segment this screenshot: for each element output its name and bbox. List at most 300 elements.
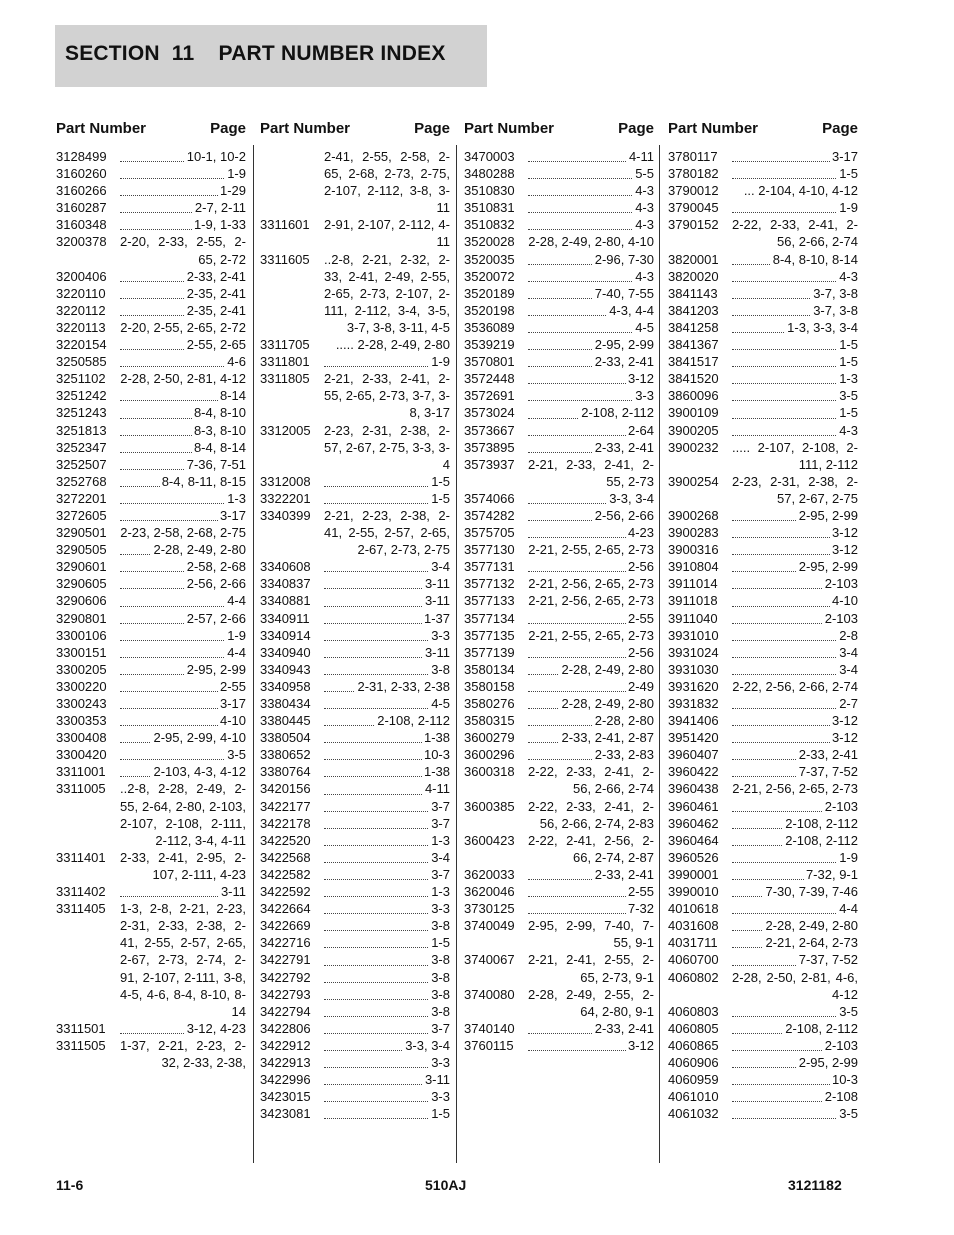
page-references	[528, 610, 654, 627]
part-number: 3577135	[464, 627, 515, 643]
page-reference-value: 3-11	[424, 576, 450, 592]
index-entry	[668, 558, 858, 575]
part-number: 3340399	[260, 507, 311, 523]
page-reference-value: 2-7	[839, 696, 858, 711]
part-number: 3960438	[668, 781, 719, 797]
page-references: 2-20, 2-55, 2-65, 2-72	[120, 319, 246, 335]
page-references	[324, 592, 450, 609]
page-reference-value: 1-3	[839, 371, 858, 387]
part-number: 3160287	[56, 200, 107, 216]
page-references: 2-33, 2-41, 2-95, 2-107, 2-111, 4-23	[120, 849, 246, 882]
part-number: 3941406	[668, 713, 719, 729]
page-reference-value: 4-3	[635, 183, 654, 199]
page-reference-value: 3-4	[839, 661, 858, 677]
index-entry	[260, 251, 450, 336]
part-number: 3900205	[668, 422, 719, 438]
part-number: 3573937	[464, 456, 515, 472]
page-reference-value: 1-37	[423, 610, 450, 626]
footer-page-number: 11-6	[56, 1177, 84, 1193]
page-references	[528, 353, 654, 370]
part-number: 3422794	[260, 1003, 311, 1019]
index-entry	[464, 199, 654, 216]
page-reference-value: 1-9	[227, 166, 246, 182]
page-reference-value: 3-5	[839, 1003, 858, 1019]
index-entry	[260, 336, 450, 353]
index-entry	[260, 969, 450, 986]
part-number: 3760115	[464, 1037, 514, 1053]
part-number: 3573895	[464, 439, 515, 455]
page-reference-value: 3-17	[831, 149, 858, 164]
page-references	[732, 541, 858, 558]
page-reference-value: 3-12	[831, 542, 858, 558]
index-entries	[56, 148, 246, 1071]
index-entry	[668, 1088, 858, 1105]
index-entry	[668, 387, 858, 404]
index-entry	[260, 1071, 450, 1088]
page-references	[732, 1088, 858, 1105]
index-entry	[668, 832, 858, 849]
index-entry	[260, 883, 450, 900]
page-references	[732, 199, 858, 216]
index-entry	[464, 798, 654, 832]
page-reference-value: 2-55, 2-65	[186, 337, 246, 353]
index-entry	[668, 148, 858, 165]
index-entry	[464, 439, 654, 456]
page-references	[324, 1071, 450, 1088]
part-number: 3520072	[464, 268, 515, 284]
page-references	[324, 969, 450, 986]
part-number: 3422664	[260, 901, 311, 917]
index-entry	[260, 798, 450, 815]
index-entry	[56, 473, 246, 490]
part-number: 3577132	[464, 576, 515, 592]
index-entry	[668, 524, 858, 541]
page-references	[732, 148, 858, 165]
page-references	[528, 404, 654, 421]
page-references	[528, 678, 654, 695]
part-number: 3841258	[668, 319, 719, 335]
part-number: 3960464	[668, 832, 719, 848]
page-reference-value: 3-5	[839, 1106, 858, 1122]
index-entry	[668, 216, 858, 250]
part-number: 3740140	[464, 1020, 515, 1036]
index-entry	[464, 404, 654, 421]
page-reference-value: 3-11	[220, 884, 246, 900]
index-entry	[464, 883, 654, 900]
part-number: 3272201	[56, 490, 107, 506]
index-entry	[464, 285, 654, 302]
footer-model: 510AJ	[425, 1177, 467, 1193]
index-entry	[668, 353, 858, 370]
page-references	[120, 541, 246, 558]
page-reference-value: 7-37, 7-52	[798, 952, 858, 968]
page-references	[324, 866, 450, 883]
page-references	[324, 849, 450, 866]
page-reference-value: 2-108, 2-112	[377, 713, 450, 729]
part-number: 3422177	[260, 798, 311, 814]
page-references	[732, 900, 858, 917]
page-references	[732, 165, 858, 182]
part-number: 3572448	[464, 371, 515, 387]
page-references	[528, 900, 654, 917]
index-entry	[668, 815, 858, 832]
part-number: 3422592	[260, 884, 311, 900]
page-references	[324, 644, 450, 661]
part-number: 3290606	[56, 593, 107, 609]
page-references	[732, 798, 858, 815]
part-number: 3300151	[56, 644, 107, 660]
index-entries	[260, 148, 450, 1122]
page-references	[528, 883, 654, 900]
page-reference-value: 2-57, 2-66	[186, 610, 246, 626]
page-reference-value: 3-3	[431, 627, 450, 643]
part-number: 3577134	[464, 610, 515, 626]
page-references	[732, 627, 858, 644]
page-references: 2-22, 2-33, 2-41, 2-56, 2-66, 2-74, 2-83	[528, 798, 654, 831]
page-references	[528, 695, 654, 712]
page-reference-value: 3-3	[431, 1089, 450, 1105]
part-number: 4061032	[668, 1106, 719, 1122]
part-number: 3990010	[668, 884, 719, 900]
page-reference-value: 4-3	[839, 268, 858, 284]
index-entry	[464, 678, 654, 695]
part-number: 3790152	[668, 217, 719, 233]
part-number: 3422178	[260, 815, 311, 831]
page-references	[120, 507, 246, 524]
part-number: 4060865	[668, 1037, 719, 1053]
part-number: 3422996	[260, 1072, 311, 1088]
index-entry	[464, 233, 654, 250]
page-reference-value: 10-1, 10-2	[186, 149, 246, 164]
index-entry	[464, 387, 654, 404]
page-reference-value: 2-8	[839, 627, 858, 643]
page-references	[120, 592, 246, 609]
page-references	[732, 1105, 858, 1122]
page-reference-value: 1-9	[431, 354, 450, 370]
index-entry	[260, 490, 450, 507]
index-entry	[56, 524, 246, 541]
page-references: 2-28, 2-50, 2-81, 4-6, 4-12	[732, 969, 858, 1002]
index-entry	[260, 780, 450, 797]
part-number: 3470003	[464, 149, 515, 164]
index-entry	[464, 268, 654, 285]
index-entry	[56, 1037, 246, 1071]
index-entry	[56, 268, 246, 285]
part-number: 3340958	[260, 678, 311, 694]
part-number: 3730125	[464, 901, 515, 917]
part-number: 3600296	[464, 747, 515, 763]
page-reference-value: 3-17	[219, 696, 246, 711]
index-entry	[668, 644, 858, 661]
part-number: 3422792	[260, 969, 311, 985]
part-number: 3841517	[668, 354, 719, 370]
page-references	[528, 1037, 654, 1054]
index-entry	[668, 1071, 858, 1088]
page-reference-value: 8-4, 8-10	[193, 405, 246, 421]
page-references	[324, 661, 450, 678]
index-entry	[464, 951, 654, 985]
index-entry	[668, 934, 858, 951]
part-number: 3911040	[668, 610, 718, 626]
index-entry	[464, 1020, 654, 1037]
part-number: 3570801	[464, 354, 515, 370]
page-reference-value: 1-5	[431, 473, 450, 489]
page-reference-value: 2-33, 2-41	[798, 747, 858, 763]
page-references	[528, 524, 654, 541]
page-references	[732, 729, 858, 746]
index-entry	[56, 199, 246, 216]
index-entry	[464, 216, 654, 233]
page-references	[120, 285, 246, 302]
part-number: 3160348	[56, 217, 107, 233]
part-number: 3422806	[260, 1020, 311, 1036]
part-number	[260, 148, 324, 216]
part-number: 3577130	[464, 542, 515, 558]
part-number: 3380434	[260, 696, 311, 711]
index-column-3	[464, 118, 654, 1054]
page-reference-value: 4-5	[431, 696, 450, 711]
index-entry	[56, 678, 246, 695]
part-number: 4010618	[668, 901, 719, 917]
part-number: 3220113	[56, 319, 106, 335]
page-references	[324, 883, 450, 900]
page-reference-value: 8-4, 8-10, 8-14	[772, 251, 858, 267]
page-reference-value: 3-7, 3-8	[813, 285, 858, 301]
part-number: 3251242	[56, 388, 107, 404]
index-entry	[464, 763, 654, 797]
page-reference-value: 2-58, 2-68	[186, 559, 246, 575]
page-reference-value: 2-56, 2-66	[186, 576, 246, 592]
page-reference-value: 7-36, 7-51	[186, 456, 246, 472]
part-number: 3311405	[56, 901, 106, 917]
page-references	[324, 627, 450, 644]
page-reference-value: 3-7	[431, 798, 450, 814]
page-references: 2-28, 2-49, 2-55, 2-64, 2-80, 9-1	[528, 986, 654, 1019]
part-number: 4060805	[668, 1020, 719, 1036]
part-number: 3300420	[56, 747, 107, 763]
page-reference-value: 1-5	[839, 405, 858, 421]
index-entry	[668, 729, 858, 746]
page-references	[732, 951, 858, 968]
page-references	[732, 302, 858, 319]
page-reference-value: 2-49	[627, 678, 654, 694]
index-entry	[464, 558, 654, 575]
index-entry	[464, 422, 654, 439]
page-references: 2-41, 2-55, 2-58, 2-65, 2-68, 2-73, 2-75, 2-107, 2-112, 3-8, 3-11	[324, 149, 450, 216]
page-references	[528, 182, 654, 199]
part-number: 3480288	[464, 166, 515, 182]
part-number: 3422568	[260, 849, 311, 865]
page-reference-value: 2-33, 2-41	[594, 439, 654, 455]
page-references	[528, 148, 654, 165]
part-number: 3911014	[668, 576, 718, 592]
index-entry	[668, 251, 858, 268]
page-references	[324, 917, 450, 934]
page-references	[324, 1020, 450, 1037]
page-references	[120, 387, 246, 404]
page-references	[732, 285, 858, 302]
page-reference-value: 2-35, 2-41	[186, 285, 246, 301]
page-reference-value: 1-5	[839, 337, 858, 353]
page-references	[528, 507, 654, 524]
part-number: 3200406	[56, 268, 107, 284]
page-reference-value: 2-95, 2-99	[594, 337, 654, 353]
index-entry	[260, 575, 450, 592]
page-references	[120, 678, 246, 695]
page-heading: Page	[618, 120, 654, 137]
page-reference-value: 4-3	[635, 200, 654, 216]
index-entry	[260, 1105, 450, 1122]
page-references	[120, 729, 246, 746]
page-references: 2-22, 2-56, 2-66, 2-74	[732, 678, 858, 694]
part-number: 3990001	[668, 866, 719, 882]
column-divider	[253, 145, 254, 1163]
page-reference-value: 3-12	[627, 371, 654, 387]
page-reference-value: 1-3	[431, 884, 450, 900]
page-reference-value: 3-7	[431, 815, 450, 831]
index-entry	[464, 610, 654, 627]
page-references	[732, 610, 858, 627]
index-entry	[464, 712, 654, 729]
page-reference-value: 4-11	[628, 149, 654, 164]
index-entry	[464, 1037, 654, 1054]
page-references	[120, 165, 246, 182]
page-reference-value: 2-55	[219, 678, 246, 694]
part-number: 3900232	[668, 439, 719, 455]
index-entry	[56, 661, 246, 678]
page-references: ..2-8, 2-28, 2-49, 2-55, 2-64, 2-80, 2-103, 2-107, 2-108, 2-111, 2-112, 3-4, 4-11	[120, 781, 246, 848]
page-references	[324, 1088, 450, 1105]
part-number: 3536089	[464, 319, 515, 335]
page-reference-value: 3-3, 3-4	[609, 490, 654, 506]
part-number: 3520035	[464, 251, 515, 267]
part-number: 3290501	[56, 525, 107, 541]
part-number: 3960422	[668, 764, 719, 780]
page-references	[528, 729, 654, 746]
page-reference-value: 3-17	[219, 507, 246, 523]
index-entry	[56, 746, 246, 763]
page-reference-value: 1-5	[431, 1106, 450, 1122]
part-number: 4031711	[668, 935, 718, 951]
page-references	[324, 780, 450, 797]
index-entry	[260, 1088, 450, 1105]
page-references: 2-21, 2-33, 2-41, 2-55, 2-73	[528, 456, 654, 489]
part-number: 3200378	[56, 234, 107, 250]
page-references	[528, 644, 654, 661]
part-number: 3340837	[260, 576, 311, 592]
page-references	[120, 473, 246, 490]
page-references	[120, 302, 246, 319]
page-reference-value: 8-14	[219, 388, 246, 404]
index-entry	[56, 216, 246, 233]
index-entry	[464, 148, 654, 165]
page-references: 2-22, 2-33, 2-41, 2-56, 2-66, 2-74	[528, 764, 654, 797]
page-reference-value: 3-4	[431, 559, 450, 575]
page-references	[324, 1037, 450, 1054]
index-entry	[464, 866, 654, 883]
index-entry	[464, 986, 654, 1020]
index-entry	[260, 627, 450, 644]
page-references	[528, 370, 654, 387]
index-entry	[56, 422, 246, 439]
page-reference-value: 10-3	[423, 747, 450, 763]
page-reference-value: 2-33, 2-41	[186, 268, 246, 284]
page-reference-value: 2-28, 2-49, 2-80	[153, 542, 246, 558]
page-references: 2-21, 2-56, 2-65, 2-73	[528, 576, 654, 592]
page-reference-value: 3-12	[831, 713, 858, 729]
part-number: 3740080	[464, 986, 515, 1002]
page-references	[324, 575, 450, 592]
page-references: 2-28, 2-50, 2-81, 4-12	[120, 371, 246, 387]
part-number: 3311501	[56, 1020, 106, 1036]
page-references	[324, 729, 450, 746]
page-references	[324, 986, 450, 1003]
page-reference-value: 3-11	[424, 1072, 450, 1088]
part-number: 3780117	[668, 149, 718, 164]
page-reference-value: 2-96, 7-30	[594, 251, 654, 267]
index-entry	[260, 353, 450, 370]
page-references	[120, 456, 246, 473]
part-number: 3620033	[464, 866, 515, 882]
page-references	[732, 815, 858, 832]
index-entry	[56, 1020, 246, 1037]
page-reference-value: 3-7	[431, 866, 450, 882]
page-reference-value: 4-6	[227, 354, 246, 370]
part-number: 4060700	[668, 952, 719, 968]
page-references	[120, 439, 246, 456]
page-references: ..... 2-107, 2-108, 2-111, 2-112	[732, 439, 858, 472]
index-entry	[260, 746, 450, 763]
page-references	[324, 798, 450, 815]
page-references	[324, 678, 450, 695]
page-references	[120, 422, 246, 439]
part-number: 3900254	[668, 473, 719, 489]
page-reference-value: 3-7	[431, 1020, 450, 1036]
part-number: 3251813	[56, 422, 107, 438]
page-reference-value: 1-29	[219, 183, 246, 199]
page-reference-value: 1-9, 1-33	[193, 217, 246, 233]
part-number: 3422716	[260, 935, 311, 951]
page-references	[120, 695, 246, 712]
page-references	[732, 832, 858, 849]
part-number: 3600279	[464, 730, 515, 746]
page-reference-value: 2-103	[824, 1037, 858, 1053]
page-references	[528, 746, 654, 763]
page-reference-value: 2-31, 2-33, 2-38	[357, 678, 450, 694]
page-reference-value: 3-12, 4-23	[186, 1020, 246, 1036]
page-reference-value: 3-7, 3-8	[813, 302, 858, 318]
page-references	[732, 695, 858, 712]
index-entry	[260, 592, 450, 609]
index-entry	[668, 302, 858, 319]
part-number: 3740049	[464, 918, 515, 934]
part-number: 3577139	[464, 644, 515, 660]
part-number: 3290801	[56, 610, 107, 626]
part-number: 3220154	[56, 337, 107, 353]
index-entry	[668, 661, 858, 678]
index-entry	[464, 319, 654, 336]
page-reference-value: 2-95, 2-99	[798, 559, 858, 575]
page-reference-value: 4-11	[424, 781, 450, 797]
part-number: 3423081	[260, 1106, 311, 1122]
index-entry	[668, 592, 858, 609]
index-entry	[464, 353, 654, 370]
index-entry	[56, 849, 246, 883]
page-references	[120, 661, 246, 678]
page-reference-value: 8-4, 8-14	[193, 439, 246, 455]
page-reference-value: 7-37, 7-52	[798, 764, 858, 780]
part-number-heading: Part Number	[464, 120, 555, 137]
